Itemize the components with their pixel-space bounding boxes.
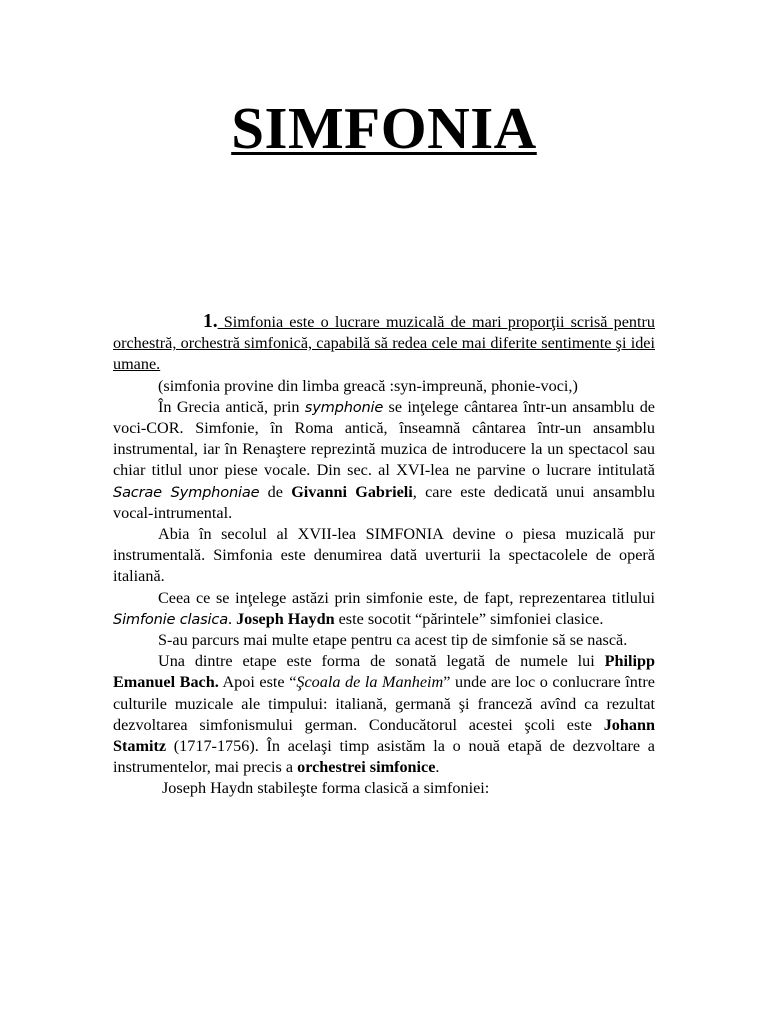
- sonata-text-3: ” unde are loc o conlucrare între culturile muzicale ale timpului: italiană, germană şi franceză avînd ca rezultat dezvoltarea simfonismului german. Conducătorul acestei şcoli este: [113, 673, 655, 734]
- sonata-text-2: Apoi este “: [218, 673, 297, 692]
- section-number: 1.: [203, 311, 218, 332]
- history-text-1: În Grecia antică, prin: [158, 397, 305, 416]
- definition-text: Simfonia este o lucrare muzicală de mari proporţii scrisă pentru orchestră, orchestră simfonică, capabilă să redea cele mai diferite sentimente şi idei umane.: [113, 313, 655, 374]
- document-title: SIMFONIA: [231, 95, 537, 161]
- paragraph-stages: S-au parcurs mai multe etape pentru ca acest tip de simfonie să se nască.: [158, 631, 628, 650]
- classical-text-1: Ceea ce se inţelege astăzi prin simfonie este, de fapt, reprezentarea titlului: [158, 588, 655, 607]
- history-text-3: de: [259, 482, 292, 501]
- sonata-text-4: (1717-1756). În acelaşi timp asistăm la o nouă etapă de dezvoltare a instrumentelor, mai precis a: [113, 737, 655, 777]
- haydn-name: Joseph Haydn: [236, 609, 335, 628]
- classical-text-2: .: [227, 609, 237, 628]
- paragraph-history: [113, 397, 655, 524]
- paragraph-sonata: [113, 651, 655, 778]
- sonata-text-5: .: [435, 758, 440, 777]
- orchestra-term: orchestrei simfonice: [297, 758, 436, 777]
- manheim-school: Şcoala de la Manheim: [296, 673, 444, 692]
- history-text-2: se inţelege cântarea într-un ansamblu de voci-COR. Simfonie, în Roma antică, înseamnă cântarea într-un ansamblu instrumental, iar în Renaştere reprezintă muzica de introducere la un spectacol sau chiar titlul unor piese vocale. Din sec. al XVI-lea ne parvine o lucrare intitulată: [113, 397, 655, 480]
- stamitz-name: Johann Stamitz: [113, 715, 655, 756]
- paragraph-instrumental: Abia în secolul al XVII-lea SIMFONIA devine o piesa muzicală pur instrumentală. Simfonia este denumirea dată uverturii la spectacolele de operă italiană.: [113, 525, 655, 586]
- document-body: [113, 311, 655, 800]
- paragraph-haydn-form: Joseph Haydn stabileşte forma clasică a simfoniei:: [162, 779, 490, 798]
- classical-text-3: este socotit “părintele” simfoniei clasice.: [334, 609, 604, 628]
- sonata-text-1: Una dintre etape este forma de sonată legată de numele lui: [158, 652, 605, 671]
- gabrieli-name: Givanni Gabrieli: [291, 482, 413, 501]
- history-text-4: , care este dedicată unui ansamblu vocal-intrumental.: [113, 482, 655, 522]
- symphonie-term: symphonie: [304, 398, 384, 416]
- bach-name: Philipp Emanuel Bach.: [113, 652, 655, 692]
- paragraph-definition: [113, 311, 655, 376]
- sacrae-symphoniae-title: Sacrae Symphoniae: [113, 483, 260, 501]
- paragraph-classical: [113, 588, 655, 630]
- simfonie-clasica-term: Simfonie clasica: [113, 610, 228, 628]
- paragraph-etymology: (simfonia provine din limba greacă :syn-impreună, phonie-voci,): [158, 376, 578, 395]
